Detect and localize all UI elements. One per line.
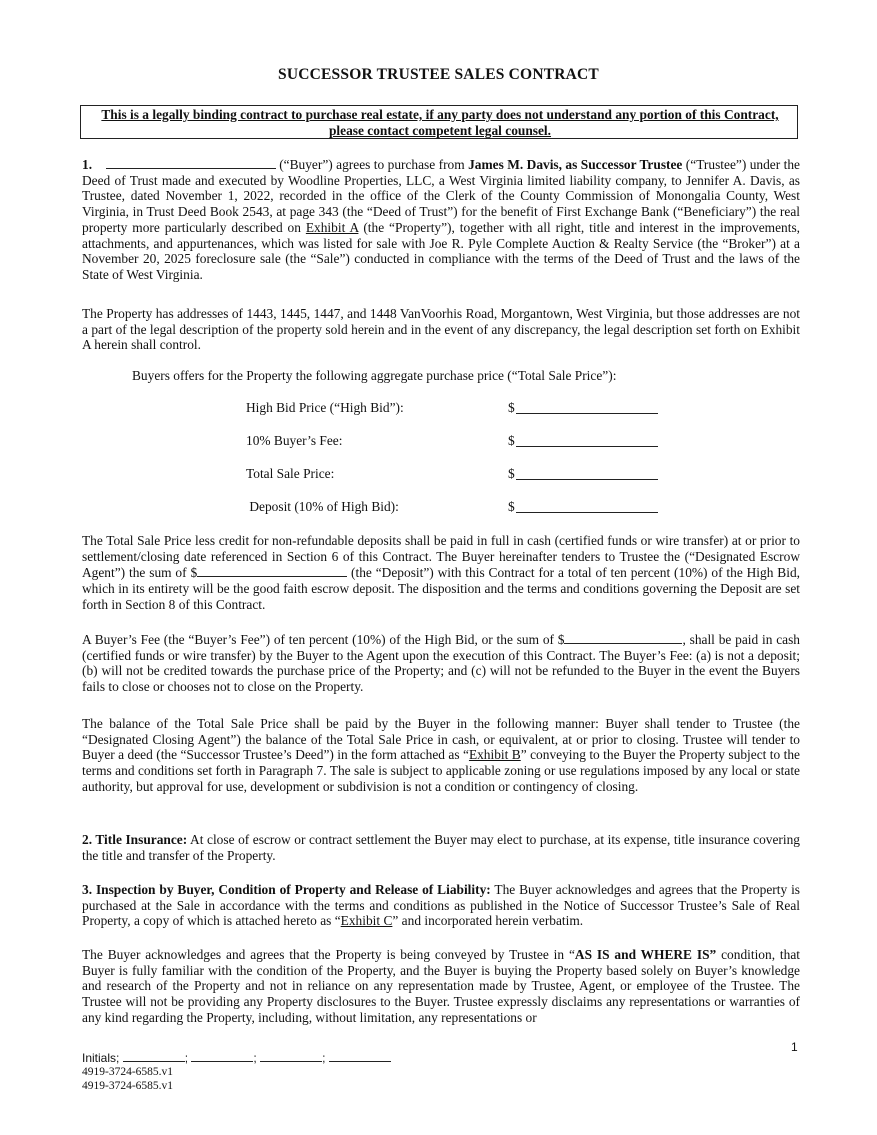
fee-text-b: , shall be paid in cash (certified funds or wire transfer) by the Buyer to the Agent upon the execution of this Contract. The Buyer’s Fee: (a) is not a deposit; (b) will not be credited towards the purchase price of the Property; and (c) will not be refunded to the Buyer in the event the Buyers fails to close or chooses not to close on the Property. — [82, 632, 800, 695]
addresses-paragraph: The Property has addresses of 1443, 1445, 1447, and 1448 VanVoorhis Road, Morgantown, West Virginia, but those addresses are not a part of the legal description of the property sold herein and in the event of any discrepancy, the legal description set forth on Exhibit A herein shall control. — [82, 306, 800, 353]
initials-label: Initials; — [82, 1051, 123, 1065]
legal-notice: This is a legally binding contract to purchase real estate, if any party does not understand any portion of this Contract, please contact competent legal counsel. — [101, 107, 779, 138]
section-1-buyer-text: (“Buyer”) agrees to purchase from — [275, 157, 469, 172]
section-1-text-a: (“Trustee”) under the Deed of Trust made and executed by Woodline Properties, LLC, a West Virginia limited liability company, to Jennifer A. Davis, as Trustee, dated November 1, 2022, recorded in the office of the Clerk of the County Commission of Monongalia County, West Virginia, in Trust Deed Book 2543, at page 343 (the “Deed of Trust”) for the benefit of First Exchange Bank (“Beneficiary”) the real property more particularly described on — [82, 157, 800, 235]
initials-blank-4[interactable] — [329, 1050, 391, 1062]
dollar-symbol: $ — [508, 466, 515, 481]
section-2-heading: 2. Title Insurance: — [82, 832, 188, 847]
section-1-text-b: (the “Property”), together with all right, title and interest in the improvements, attachments, and appurtenances, which was listed for sale with Joe R. Pyle Complete Auction & Realty Service (the “Broker”) at a November 20, 2025 foreclosure sale (the “Sale”) conducted in compliance with the terms of the Deed of Trust and the laws of the State of West Virginia. — [82, 219, 801, 282]
price-label: High Bid Price (“High Bid”): — [246, 400, 404, 415]
offer-intro: Buyers offers for the Property the following aggregate purchase price (“Total Sale Price”): — [132, 368, 617, 383]
balance-paragraph — [82, 716, 800, 795]
dollar-symbol: $ — [508, 400, 515, 415]
initials-blank-2[interactable] — [191, 1050, 253, 1062]
as-is-bold: AS IS and WHERE IS” — [574, 947, 717, 962]
initials-blank-3[interactable] — [260, 1050, 322, 1062]
initials-line — [82, 1050, 391, 1065]
deposit-text-b: (the “Deposit”) with this Contract for a total of ten percent (10%) of the High Bid, which in its entirety will be the good faith escrow deposit. The disposition and the terms and conditions governing the Deposit are set forth in Section 8 of this Contract. — [82, 565, 800, 612]
fee-amount-blank[interactable] — [564, 631, 682, 644]
buyer-name-blank[interactable] — [106, 156, 276, 169]
fee-text-a: A Buyer’s Fee (the “Buyer’s Fee”) of ten percent (10%) of the High Bid, or the sum of $ — [82, 632, 565, 647]
high-bid-blank[interactable] — [516, 413, 658, 414]
initials-blank-1[interactable] — [123, 1050, 185, 1062]
section-1-number: 1. — [82, 157, 93, 172]
as-is-text-a: The Buyer acknowledges and agrees that the Property is being conveyed by Trustee in “ — [82, 947, 575, 962]
buyers-fee-paragraph — [82, 631, 800, 695]
as-is-paragraph — [82, 947, 800, 1026]
section-2-paragraph — [82, 832, 800, 863]
balance-text-b: ” conveying to the Buyer the Property subject to the terms and conditions set forth in Paragraph 7. The sale is subject to applicable zoning or use regulations imposed by any local or state authority, but approval for use, development or subdivision is not a condition or contingency of closing. — [82, 747, 800, 794]
price-label: Deposit (10% of High Bid): — [246, 499, 399, 514]
balance-text-a: The balance of the Total Sale Price shall be paid by the Buyer in the following manner: Buyer shall tender to Trustee (the “Designated Closing Agent”) the balance of the Total Sale Price in cash, or equivalent, at or prior to closing. Trustee will tender to Buyer a deed (the “Successor Trustee’s Deed”) in the form attached as “ — [82, 716, 800, 763]
price-label: 10% Buyer’s Fee: — [246, 433, 343, 448]
initials-separator: ; — [253, 1051, 257, 1065]
dollar-symbol: $ — [508, 499, 515, 514]
page-title: SUCCESSOR TRUSTEE SALES CONTRACT — [278, 66, 599, 83]
section-3-text-a: The Buyer acknowledges and agrees that the Property is purchased at the Sale in accordance with the terms and conditions as published in the Notice of Successor Trustee’s Sale of Real Property, a copy of which is attached hereto as “ — [82, 882, 801, 929]
exhibit-c-reference: Exhibit C — [340, 913, 393, 929]
exhibit-b-reference: Exhibit B — [468, 747, 521, 763]
document-id: 4919-3724-6585.v1 — [82, 1066, 174, 1078]
as-is-text-b: condition, that Buyer is fully familiar with the condition of the Property, and the Buyer is buying the Property based solely on Buyer’s knowledge and research of the Property and not in reliance on any representation made by Trustee, Agent, or employee of the Trustee. The Trustee will not be providing any Property disclosures to the Buyer. Trustee expressly disclaims any representations or warranties of any kind regarding the Property, including, without limitation, any representations or — [82, 947, 800, 1025]
dollar-symbol: $ — [508, 433, 515, 448]
buyers-fee-blank[interactable] — [516, 446, 658, 447]
section-3-text-b: ” and incorporated herein verbatim. — [392, 913, 584, 929]
page-number: 1 — [791, 1040, 798, 1054]
section-3-paragraph — [82, 882, 800, 929]
exhibit-a-reference: Exhibit A — [305, 219, 359, 235]
document-id: 4919-3724-6585.v1 — [82, 1080, 174, 1092]
section-3-heading: 3. Inspection by Buyer, Condition of Property and Release of Liability: — [82, 882, 491, 897]
deposit-amount-blank[interactable] — [197, 564, 347, 577]
deposit-text-a: The Total Sale Price less credit for non-refundable deposits shall be paid in full in cash (certified funds or wire transfer) at or prior to settlement/closing date referenced in Section 6 of this Contract. The Buyer hereinafter tenders to Trustee the (“Designated Escrow Agent”) the sum of $ — [82, 533, 800, 581]
section-1-paragraph — [82, 156, 800, 283]
initials-separator: ; — [322, 1051, 326, 1065]
section-2-text: At close of escrow or contract settlement the Buyer may elect to purchase, at its expense, title insurance covering the title and transfer of the Property. — [82, 832, 801, 863]
deposit-paragraph — [82, 533, 800, 613]
initials-separator: ; — [184, 1051, 189, 1065]
deposit-blank[interactable] — [516, 512, 658, 513]
price-label: Total Sale Price: — [246, 466, 335, 481]
trustee-name: James M. Davis, as Successor Trustee — [468, 157, 683, 172]
total-sale-blank[interactable] — [516, 479, 658, 480]
